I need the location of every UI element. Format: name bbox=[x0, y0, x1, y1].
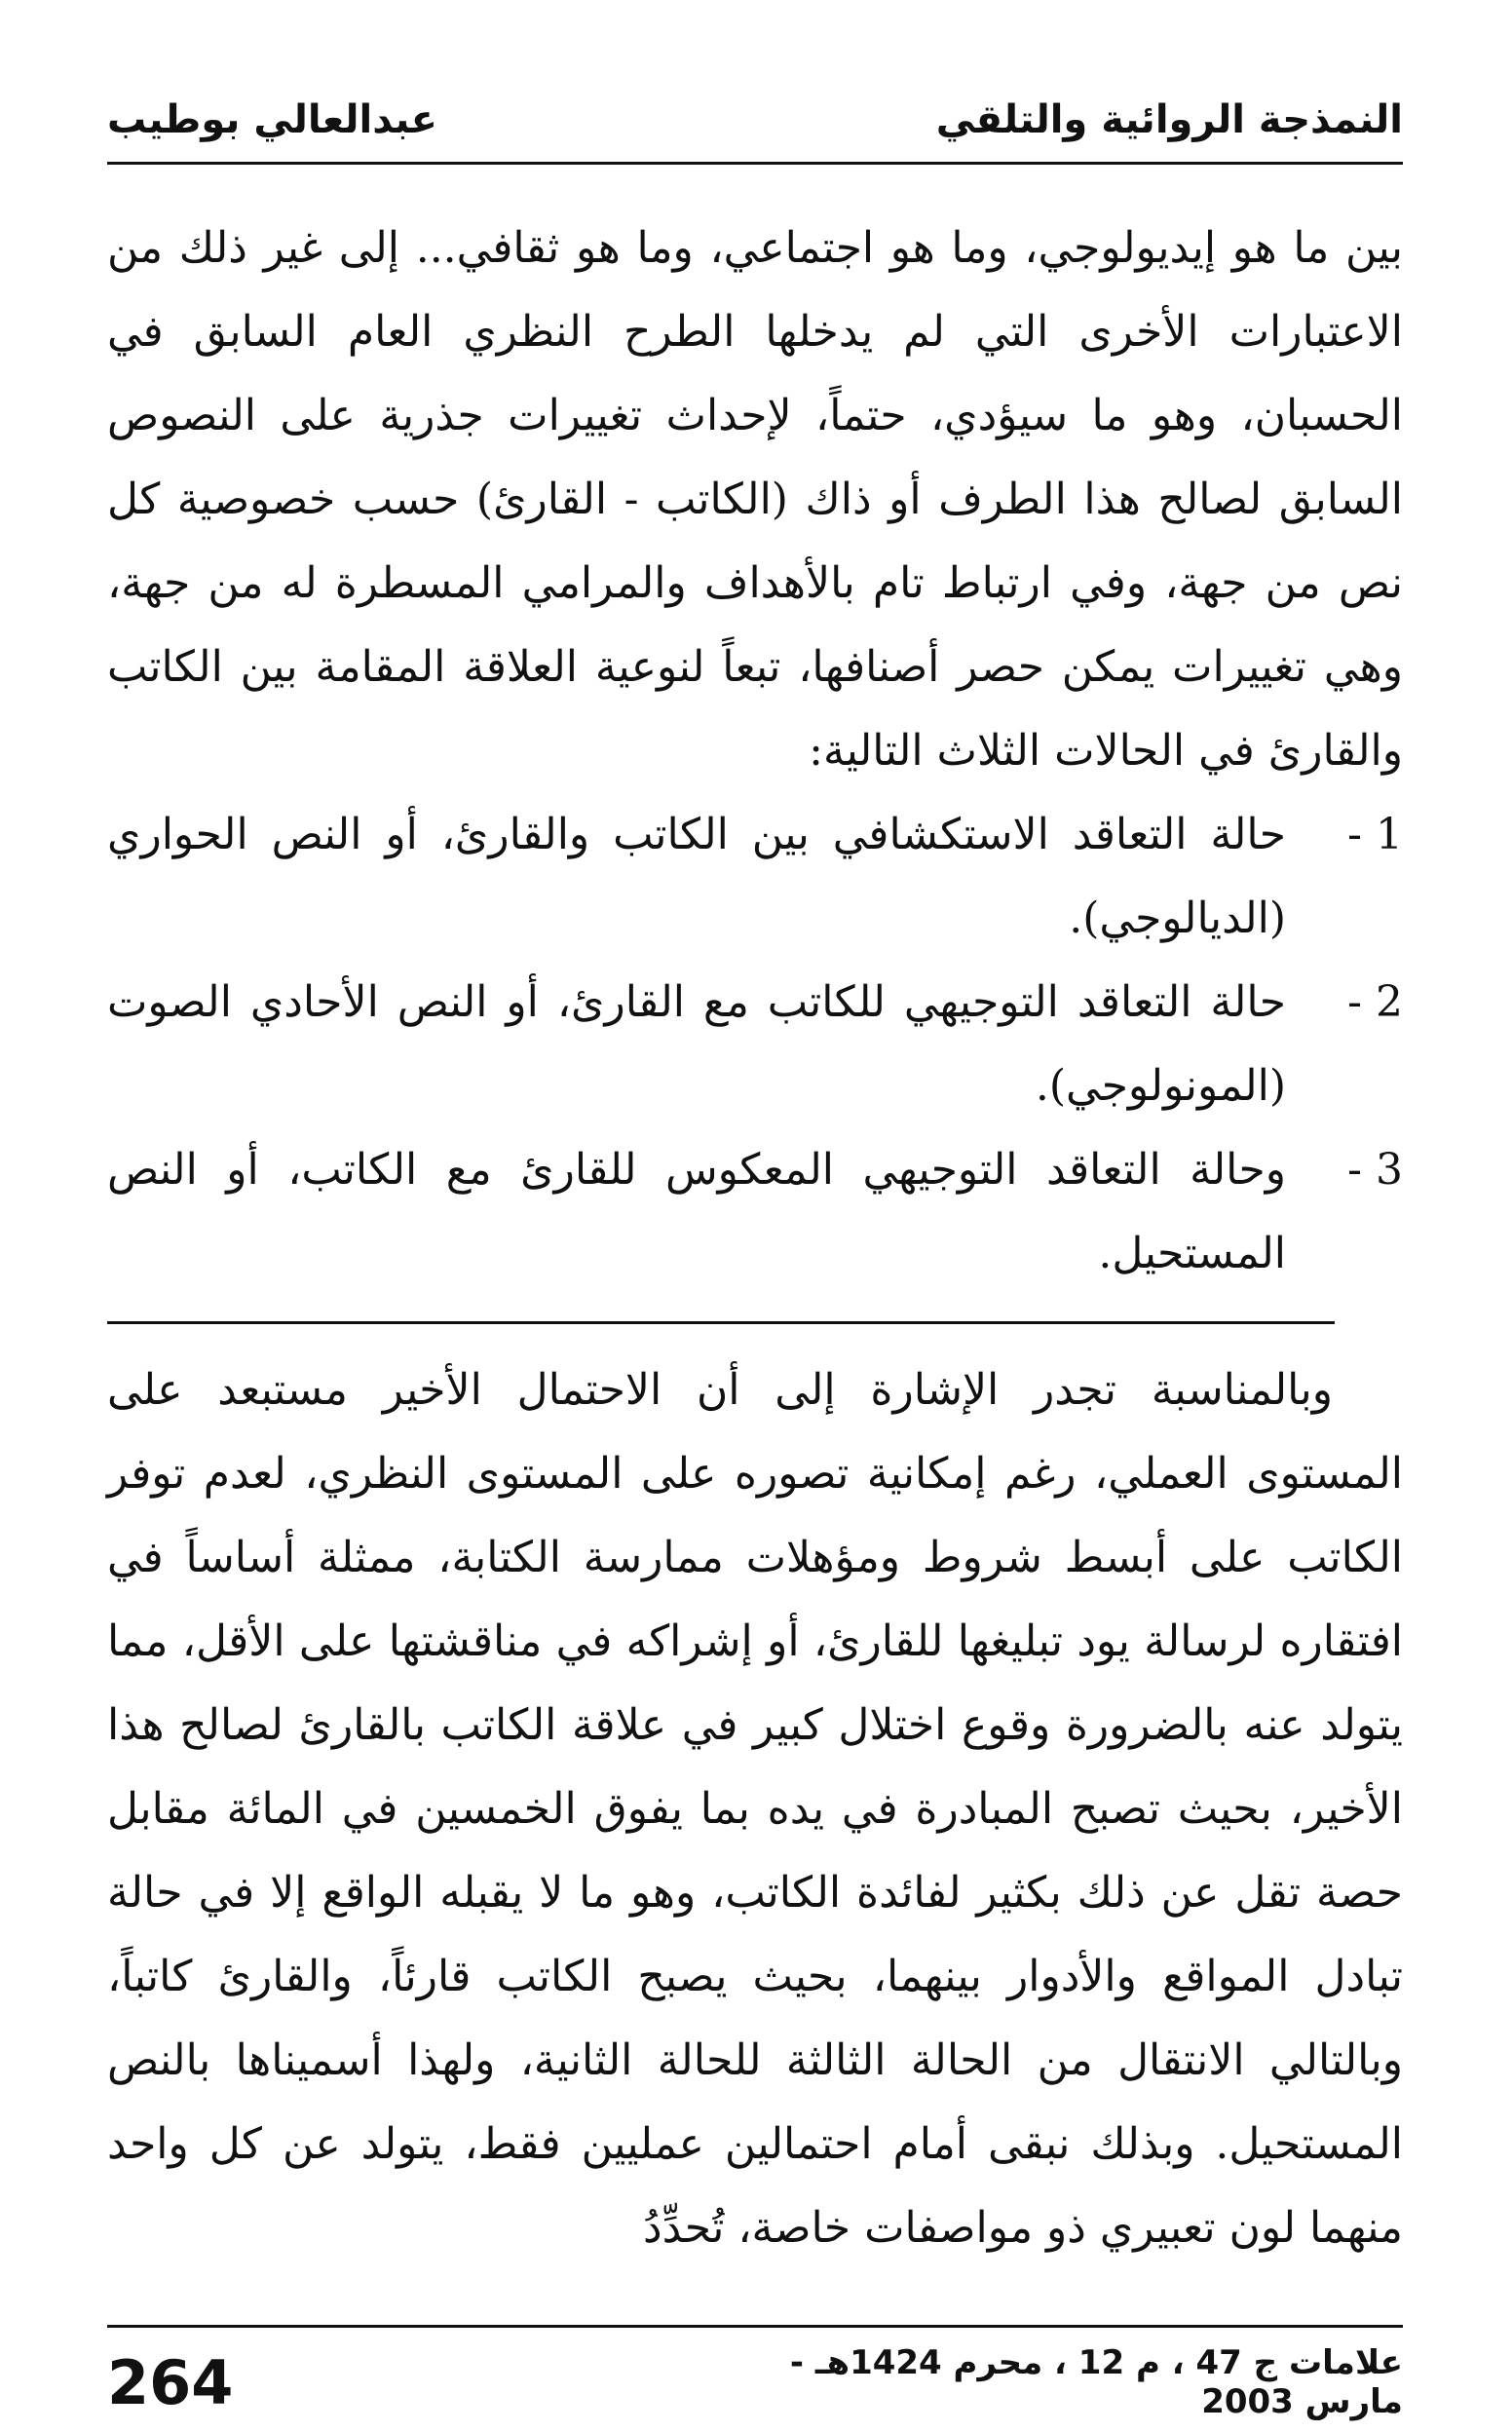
book-title: النمذجة الروائية والتلقي bbox=[935, 97, 1403, 142]
author-name: عبدالعالي بوطيب bbox=[107, 97, 437, 142]
list-item-text: وحالة التعاقد التوجيهي المعكوس للقارئ مع الكاتب، أو النص المستحيل. bbox=[107, 1145, 1286, 1278]
list-marker: 1 - bbox=[1347, 810, 1403, 859]
section-divider bbox=[107, 1321, 1335, 1324]
list-item bbox=[107, 1128, 1403, 1296]
list-item-text: حالة التعاقد الاستكشافي بين الكاتب والقارئ، أو النص الحواري (الديالوجي). bbox=[107, 810, 1286, 943]
page-number: 264 bbox=[107, 2346, 234, 2418]
list-marker: 2 - bbox=[1347, 977, 1403, 1027]
header-divider bbox=[107, 162, 1403, 165]
journal-citation: علامات ج 47 ، م 12 ، محرم 1424هـ - مارس 2003 bbox=[789, 2343, 1403, 2421]
list-item bbox=[107, 961, 1403, 1128]
paragraph: وبالمناسبة تجدر الإشارة إلى أن الاحتمال الأخير مستبعد على المستوى العملي، رغم إمكانية تصوره على المستوى النظري، لعدم توفر الكاتب على أبسط شروط ومؤهلات ممارسة الكتابة، ممثلة أساساً في افتقاره لرسالة يود تبليغها للقارئ، أو إشراكه في مناقشتها على الأقل، مما يتولد عنه بالضرورة وقوع اختلال كبير في علاقة الكاتب بالقارئ لصالح هذا الأخير، بحيث تصبح المبادرة في يده بما يفوق الخمسين في المائة مقابل حصة تقل عن ذلك بكثير لفائدة الكاتب، وهو ما لا يقبله الواقع إلا في حالة تبادل المواقع والأدوار بينهما، بحيث يصبح الكاتب قارئاً، والقارئ كاتباً، وبالتالي الانتقال من الحالة الثالثة للحالة الثانية، ولهذا أسميناها بالنص المستحيل. وبذلك نبقى أمام احتمالين عمليين فقط، يتولد عن كل واحد منهما لون تعبيري ذو مواصفات خاصة، تُحدِّدُ bbox=[107, 1365, 1403, 2253]
book-page bbox=[107, 0, 1403, 2432]
list-item-text: حالة التعاقد التوجيهي للكاتب مع القارئ، أو النص الأحادي الصوت (المونولوجي). bbox=[107, 977, 1286, 1111]
paragraph: بين ما هو إيديولوجي، وما هو اجتماعي، وما هو ثقافي... إلى غير ذلك من الاعتبارات الأخرى التي لم يدخلها الطرح النظري العام السابق في الحسبان، وهو ما سيؤدي، حتماً، لإحداث تغييرات جذرية على النصوص السابق لصالح هذا الطرف أو ذاك (الكاتب - القارئ) حسب خصوصية كل نص من جهة، وفي ارتباط تام بالأهداف والمرامي المسطرة له من جهة، وهي تغييرات يمكن حصر أصنافها، تبعاً لنوعية العلاقة المقامة بين الكاتب والقارئ في الحالات الثلاث التالية: bbox=[107, 223, 1403, 776]
list-item bbox=[107, 793, 1403, 961]
footer-divider bbox=[107, 2325, 1403, 2328]
list-marker: 3 - bbox=[1347, 1145, 1403, 1195]
cases-list bbox=[107, 793, 1403, 1296]
main-text bbox=[107, 207, 1403, 1296]
running-header bbox=[107, 86, 1403, 154]
page-footer bbox=[107, 2338, 1403, 2426]
